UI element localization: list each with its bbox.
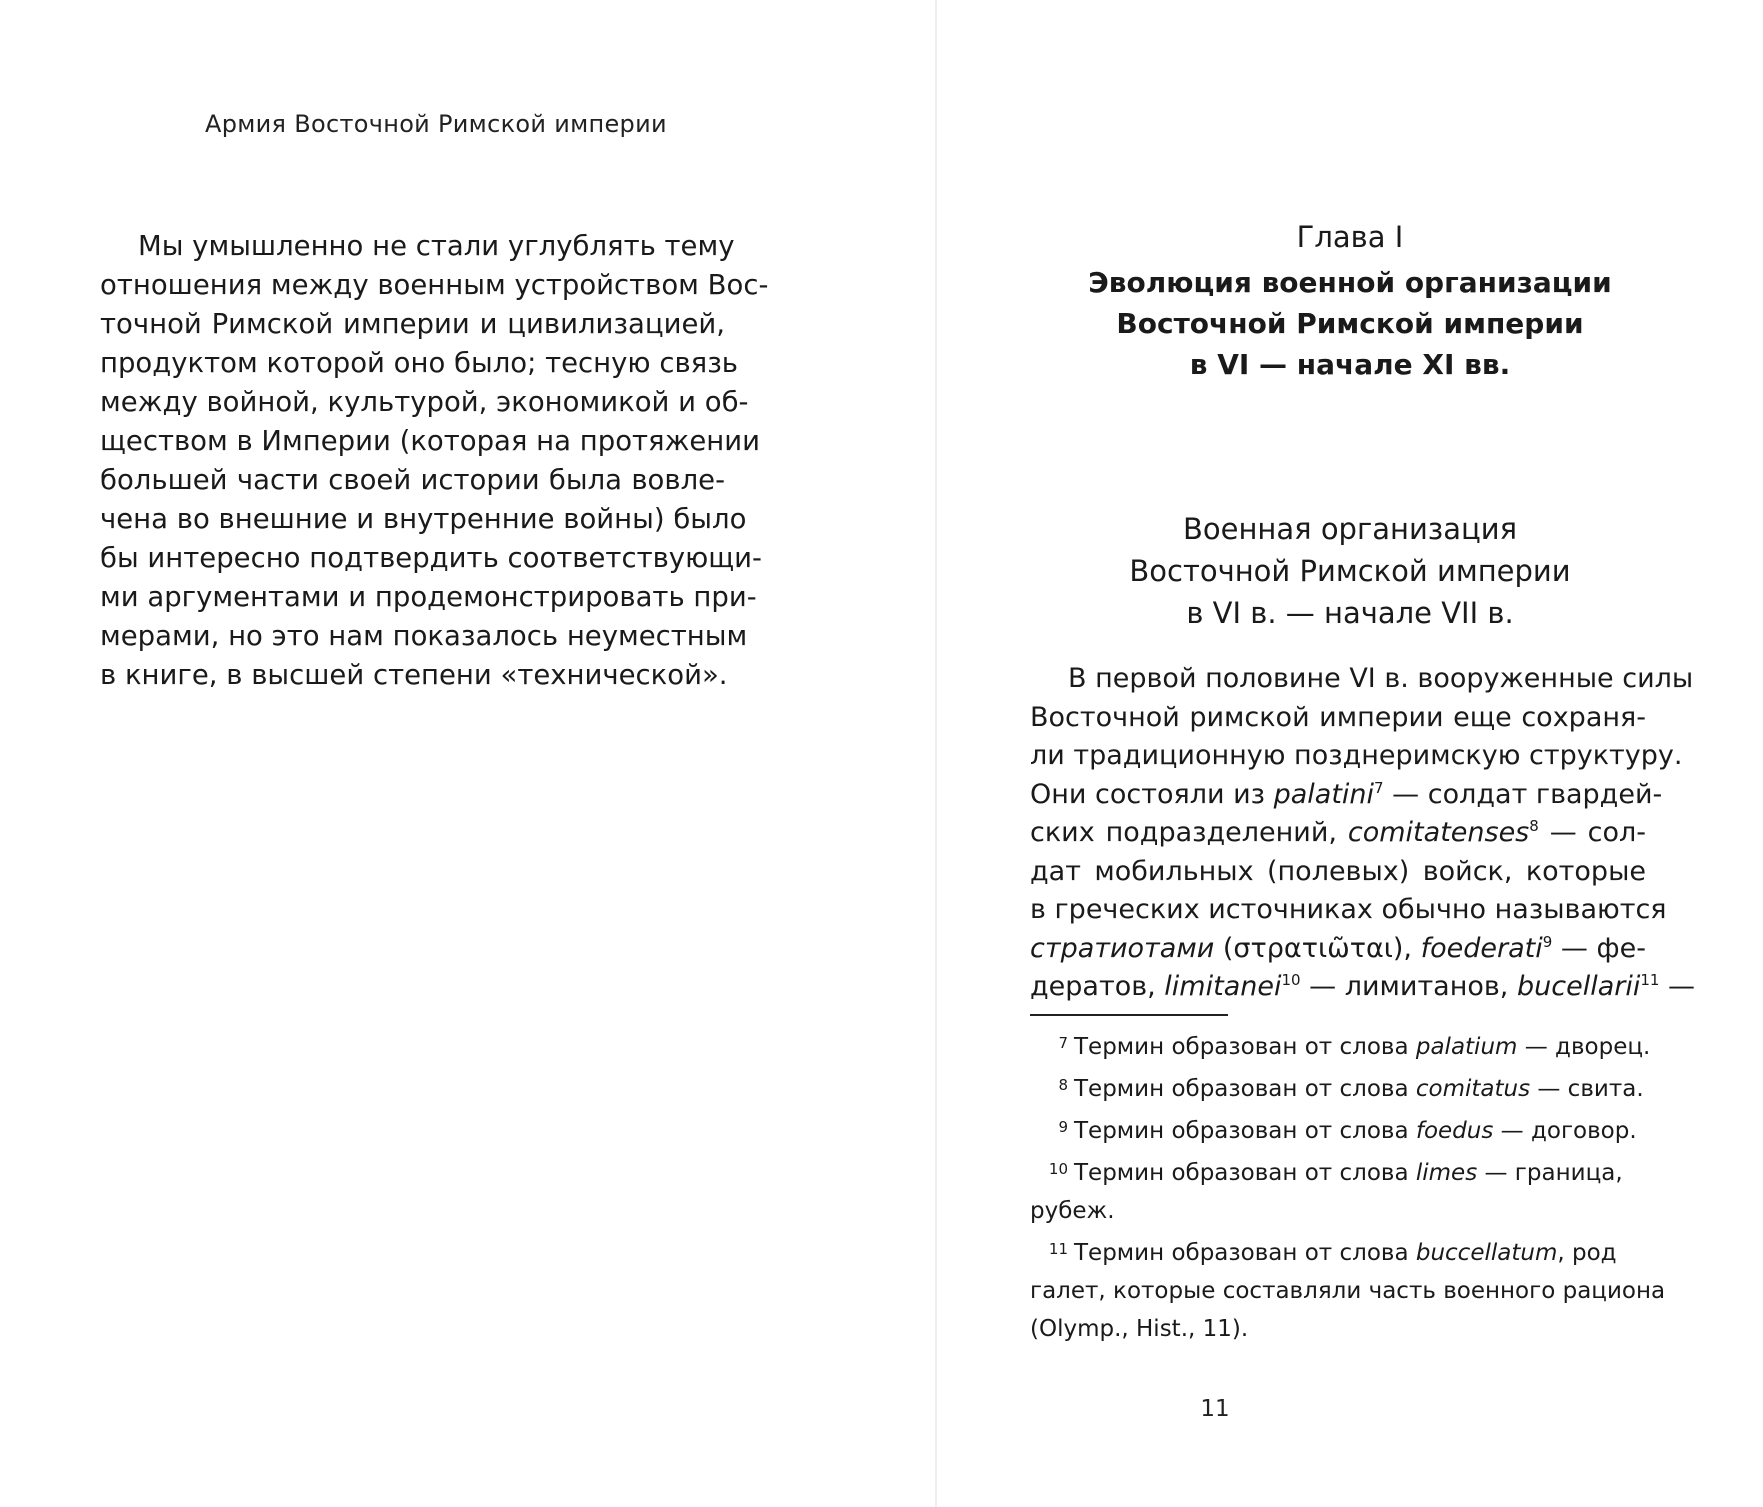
text-segment: — граница,: [1477, 1160, 1623, 1186]
latin-term: foederati: [1420, 932, 1543, 964]
section-title: [937, 508, 1763, 634]
footnote: [1030, 1024, 1651, 1066]
footnote-number: 10: [1048, 1160, 1068, 1178]
footnote-continuation: галет, которые составляли часть военного рациона: [1030, 1278, 1666, 1304]
footnote-number: 9: [1058, 1118, 1068, 1136]
footnote: [1030, 1150, 1646, 1192]
footnotes: [1030, 1024, 1666, 1348]
text-segment: — фе-: [1552, 932, 1646, 964]
text-segment: — солдат гвардей-: [1383, 778, 1663, 810]
text-line: дат мобильных (полевых) войск, которые: [1030, 855, 1646, 887]
footnote-rule: [1030, 1014, 1228, 1016]
section-title-line: Восточной Римской империи: [1129, 554, 1571, 588]
latin-term: limes: [1415, 1160, 1478, 1186]
text-line: [1030, 968, 1696, 1007]
footnote-ref[interactable]: 11: [1640, 971, 1660, 989]
text-segment: (στρατιῶται),: [1214, 932, 1421, 964]
footnote-ref[interactable]: 7: [1374, 778, 1384, 797]
footnote-ref[interactable]: 8: [1529, 817, 1539, 835]
text-segment: Термин образован от слова: [1074, 1034, 1416, 1060]
latin-term: bucellarii: [1516, 971, 1641, 1002]
footnote-ref[interactable]: 9: [1542, 932, 1553, 951]
footnote-continuation: (Olymp., Hist., 11).: [1030, 1316, 1249, 1342]
text-segment: — сол-: [1538, 817, 1647, 848]
text-line: ществом в Империи (которая на протяжении: [100, 425, 760, 457]
text-segment: Термин образован от слова: [1074, 1240, 1416, 1266]
text-segment: Термин образован от слова: [1074, 1160, 1416, 1186]
text-segment: Они состояли из: [1030, 778, 1274, 810]
right-page: [937, 0, 1763, 1507]
text-line: чена во внешние и внутренние войны) было: [100, 503, 747, 535]
text-segment: — договор.: [1493, 1118, 1637, 1144]
right-page-body: [1030, 660, 1696, 1007]
latin-term: comitatenses: [1347, 817, 1530, 848]
latin-term: comitatus: [1415, 1076, 1531, 1102]
section-title-line: Военная организация: [1182, 512, 1518, 546]
text-line: [1030, 776, 1663, 815]
footnote-number: 8: [1058, 1076, 1068, 1094]
text-line: большей части своей истории была вовле-: [100, 464, 725, 496]
text-line: [1030, 930, 1646, 969]
text-segment: Термин образован от слова: [1074, 1076, 1416, 1102]
text-segment: — дворец.: [1517, 1034, 1651, 1060]
text-segment: — лимитанов,: [1300, 971, 1517, 1002]
page-number: 11: [1200, 1396, 1230, 1422]
chapter-title-line: Восточной Римской империи: [1116, 307, 1584, 340]
text-line: В первой половине VI в. вооруженные силы: [1068, 663, 1694, 694]
text-line: ли традиционную позднеримскую структуру.: [1030, 740, 1683, 771]
latin-term: foedus: [1415, 1118, 1494, 1144]
chapter-title-line: в VI — начале XI вв.: [1189, 348, 1511, 381]
footnote-number: 7: [1058, 1034, 1068, 1052]
text-line: ми аргументами и продемонстрировать при-: [100, 581, 757, 613]
chapter-title-line: Эволюция военной организации: [1088, 266, 1612, 299]
text-line: [1030, 814, 1646, 853]
text-segment: , род: [1557, 1240, 1617, 1266]
text-line: в греческих источниках обычно называются: [1030, 894, 1667, 925]
chapter-label: Глава I: [1296, 220, 1404, 254]
latin-term: buccellatum: [1415, 1240, 1558, 1266]
footnote: [1030, 1230, 1646, 1272]
footnote-continuation: рубеж.: [1030, 1198, 1115, 1224]
footnote-number: 11: [1048, 1240, 1068, 1258]
text-line: мерами, но это нам показалось неуместным: [100, 620, 748, 652]
text-line: продуктом которой оно было; тесную связь: [100, 347, 739, 379]
text-line: отношения между военным устройством Вос-: [100, 269, 769, 301]
footnote: [1030, 1108, 1646, 1150]
left-page-body: [100, 227, 769, 695]
text-segment: —: [1659, 971, 1696, 1002]
section-title-line: в VI в. — начале VII в.: [1186, 596, 1514, 630]
text-line: между войной, культурой, экономикой и об-: [100, 386, 749, 418]
text-segment: Термин образован от слова: [1074, 1118, 1416, 1144]
footnote: [1030, 1066, 1646, 1108]
text-line: точной Римской империи и цивилизацией,: [100, 308, 725, 340]
text-segment: — свита.: [1530, 1076, 1644, 1102]
text-line: Восточной римской империи еще сохраня-: [1030, 701, 1646, 733]
text-line: в книге, в высшей степени «технической».: [100, 659, 728, 691]
text-segment: дератов,: [1030, 971, 1165, 1002]
latin-term: limitanei: [1164, 971, 1282, 1002]
running-head: Армия Восточной Римской империи: [205, 110, 667, 138]
latin-term: palatini: [1273, 778, 1375, 810]
chapter-title: [937, 262, 1763, 385]
latin-term: palatium: [1415, 1034, 1518, 1060]
text-line: бы интересно подтвердить соответствующи-: [100, 542, 762, 574]
text-line: Мы умышленно не стали углублять тему: [138, 230, 735, 262]
russian-term: стратиотами: [1030, 932, 1215, 964]
footnote-ref[interactable]: 10: [1281, 971, 1301, 989]
text-segment: ских подразделений,: [1030, 817, 1348, 848]
